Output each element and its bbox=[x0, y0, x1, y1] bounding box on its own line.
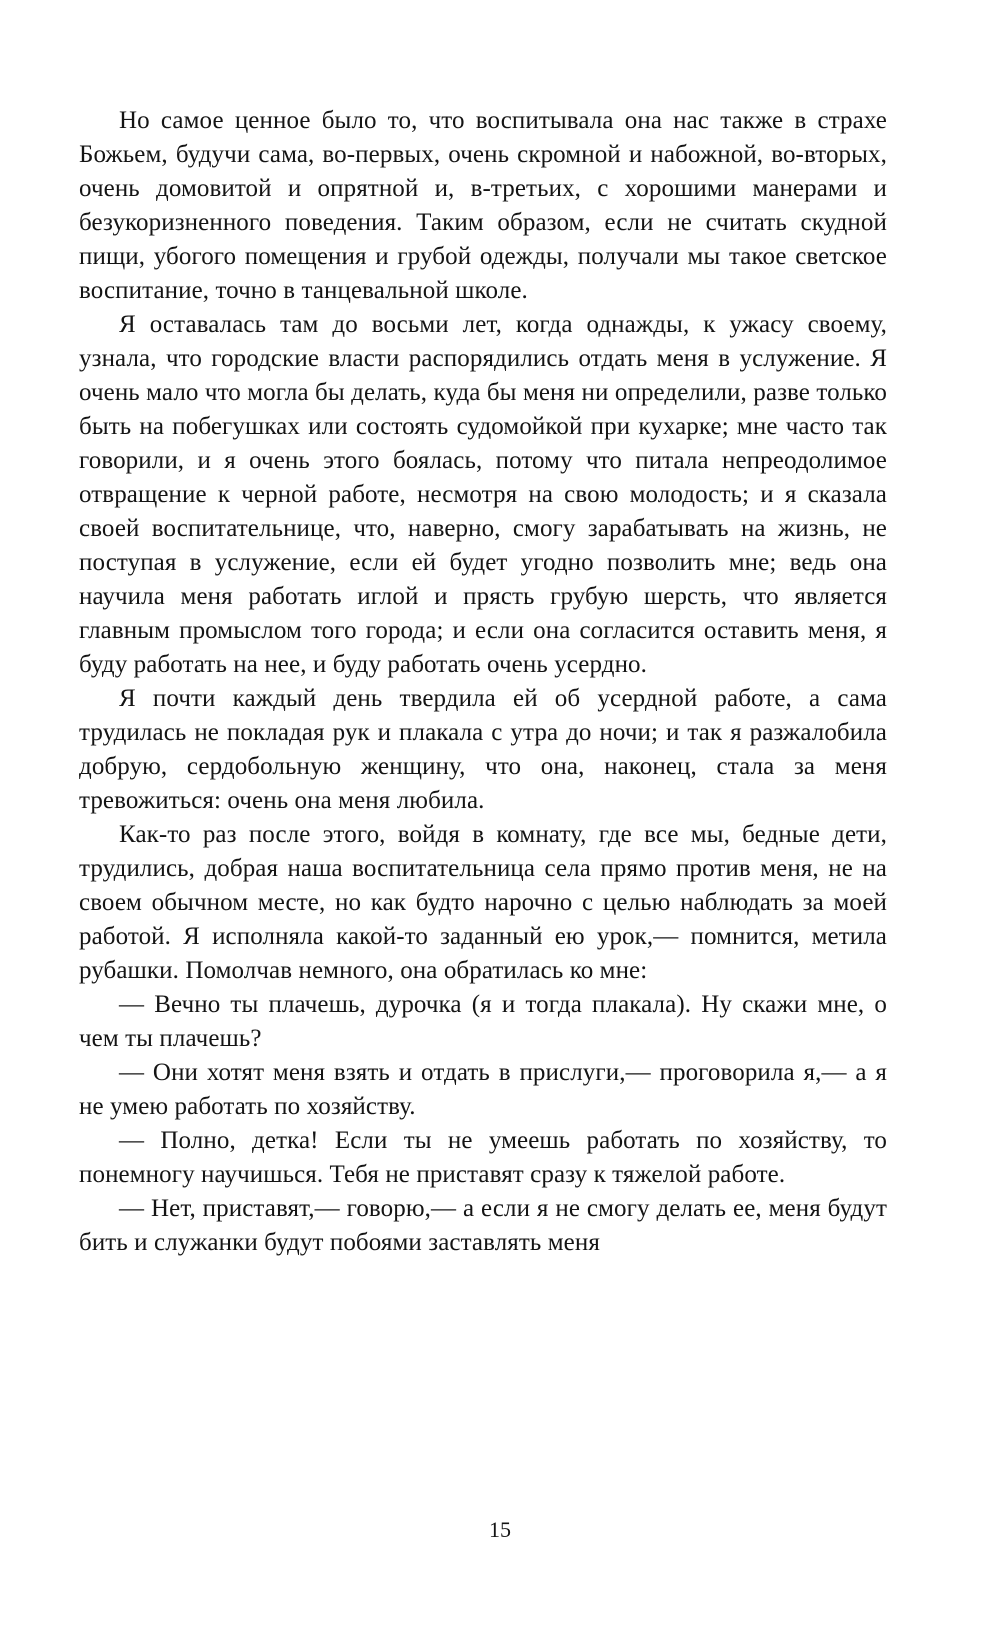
page-number: 15 bbox=[489, 1517, 511, 1542]
paragraph-2: Я оставалась там до восьми лет, когда однажды, к ужасу своему, узнала, что городские власти распорядились отдать меня в услужение. Я очень мало что могла бы делать, куда бы меня ни определили, разве только быть на побегушках или состоять судомойкой при кухарке; мне часто так говорили, и я очень этого боялась, потому что питала непреодолимое отвращение к черной работе, несмотря на свою молодость; и я сказала своей воспитательнице, что, наверно, смогу зарабатывать на жизнь, не поступая в услужение, если ей будет угодно позволить мне; ведь она научила меня работать иглой и прясть грубую шерсть, что является главным промыслом того города; и если она согласится оставить меня, я буду работать на нее, и буду работать очень усердно. bbox=[79, 311, 887, 678]
dialogue-line-1: — Вечно ты плачешь, дурочка (я и тогда плакала). Ну скажи мне, о чем ты плачешь? bbox=[79, 991, 887, 1052]
dialogue-line-4: — Нет, приставят,— говорю,— а если я не смогу делать ее, меня будут бить и служанки будут побоями заставлять меня bbox=[79, 1195, 887, 1256]
body-text bbox=[79, 104, 887, 1260]
paragraph-1: Но самое ценное было то, что воспитывала она нас также в страхе Божьем, будучи сама, во-первых, очень скромной и набожной, во-вторых, очень домовитой и опрятной и, в-третьих, с хорошими манерами и безукоризненного поведения. Таким образом, если не считать скудной пищи, убогого помещения и грубой одежды, получали мы такое светское воспитание, точно в танцевальной школе. bbox=[79, 107, 887, 304]
dialogue-line-2: — Они хотят меня взять и отдать в прислуги,— проговорила я,— а я не умею работать по хозяйству. bbox=[79, 1059, 887, 1120]
paragraph-3: Я почти каждый день твердила ей об усердной работе, а сама трудилась не покладая рук и плакала с утра до ночи; и так я разжалобила добрую, сердобольную женщину, что она, наконец, стала за меня тревожиться: очень она меня любила. bbox=[79, 685, 887, 814]
paragraph-4: Как-то раз после этого, войдя в комнату, где все мы, бедные дети, трудились, добрая наша воспитательница села прямо против меня, не на своем обычном месте, но как будто нарочно с целью наблюдать за моей работой. Я исполняла какой-то заданный ею урок,— помнится, метила рубашки. Помолчав немного, она обратилась ко мне: bbox=[79, 821, 887, 984]
dialogue-line-3: — Полно, детка! Если ты не умеешь работать по хозяйству, то понемногу научишься. Тебя не приставят сразу к тяжелой работе. bbox=[79, 1127, 887, 1188]
